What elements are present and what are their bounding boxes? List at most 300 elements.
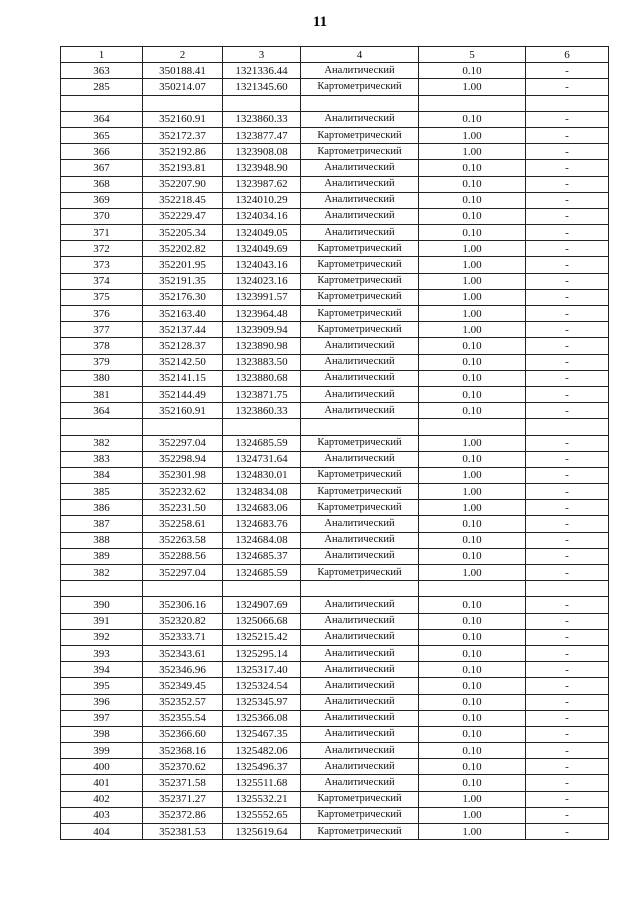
method-cell: Аналитический	[301, 613, 419, 629]
method-cell: Аналитический	[301, 63, 419, 79]
x-coordinate-cell: 352191.35	[143, 273, 223, 289]
method-cell: Аналитический	[301, 678, 419, 694]
point-number-cell: 393	[61, 645, 143, 661]
note-cell: -	[526, 370, 609, 386]
point-number-cell: 371	[61, 225, 143, 241]
y-coordinate-cell: 1323964.48	[223, 306, 301, 322]
accuracy-cell: 0.10	[419, 629, 526, 645]
method-cell: Аналитический	[301, 743, 419, 759]
accuracy-cell: 0.10	[419, 645, 526, 661]
point-number-cell: 403	[61, 807, 143, 823]
accuracy-cell: 1.00	[419, 467, 526, 483]
table-row	[61, 192, 609, 208]
accuracy-cell: 0.10	[419, 451, 526, 467]
accuracy-cell: 0.10	[419, 532, 526, 548]
note-cell: -	[526, 629, 609, 645]
note-cell: -	[526, 144, 609, 160]
method-cell: Аналитический	[301, 597, 419, 613]
table-row	[61, 160, 609, 176]
accuracy-cell: 0.10	[419, 775, 526, 791]
accuracy-cell: 0.10	[419, 710, 526, 726]
point-number-cell: 382	[61, 565, 143, 581]
x-coordinate-cell: 352229.47	[143, 208, 223, 224]
x-coordinate-cell: 352371.58	[143, 775, 223, 791]
x-coordinate-cell: 352288.56	[143, 548, 223, 564]
point-number-cell: 396	[61, 694, 143, 710]
y-coordinate-cell: 1323890.98	[223, 338, 301, 354]
method-cell: Аналитический	[301, 338, 419, 354]
y-coordinate-cell: 1323860.33	[223, 111, 301, 127]
table-row	[61, 79, 609, 95]
y-coordinate-cell: 1323860.33	[223, 403, 301, 419]
point-number-cell: 379	[61, 354, 143, 370]
note-cell: -	[526, 565, 609, 581]
y-coordinate-cell: 1325317.40	[223, 662, 301, 678]
point-number-cell: 397	[61, 710, 143, 726]
note-cell: -	[526, 500, 609, 516]
method-cell	[301, 95, 419, 111]
table-row	[61, 500, 609, 516]
point-number-cell: 389	[61, 548, 143, 564]
accuracy-cell: 1.00	[419, 807, 526, 823]
method-cell: Аналитический	[301, 662, 419, 678]
method-cell: Аналитический	[301, 225, 419, 241]
x-coordinate-cell: 352142.50	[143, 354, 223, 370]
note-cell: -	[526, 791, 609, 807]
table-row	[61, 743, 609, 759]
accuracy-cell: 0.10	[419, 662, 526, 678]
method-cell: Аналитический	[301, 451, 419, 467]
table-row	[61, 516, 609, 532]
x-coordinate-cell: 352352.57	[143, 694, 223, 710]
table-row	[61, 532, 609, 548]
y-coordinate-cell	[223, 419, 301, 435]
point-number-cell: 401	[61, 775, 143, 791]
method-cell: Аналитический	[301, 354, 419, 370]
x-coordinate-cell: 352263.58	[143, 532, 223, 548]
point-number-cell: 383	[61, 451, 143, 467]
y-coordinate-cell: 1323987.62	[223, 176, 301, 192]
x-coordinate-cell: 352355.54	[143, 710, 223, 726]
y-coordinate-cell	[223, 581, 301, 597]
accuracy-cell: 0.10	[419, 548, 526, 564]
table-row	[61, 678, 609, 694]
x-coordinate-cell: 352297.04	[143, 565, 223, 581]
x-coordinate-cell: 352333.71	[143, 629, 223, 645]
note-cell: -	[526, 548, 609, 564]
point-number-cell: 386	[61, 500, 143, 516]
note-cell: -	[526, 386, 609, 402]
accuracy-cell: 0.10	[419, 516, 526, 532]
accuracy-cell: 0.10	[419, 370, 526, 386]
point-number-cell: 369	[61, 192, 143, 208]
accuracy-cell: 0.10	[419, 759, 526, 775]
table-row	[61, 208, 609, 224]
note-cell: -	[526, 710, 609, 726]
method-cell: Аналитический	[301, 645, 419, 661]
x-coordinate-cell: 352141.15	[143, 370, 223, 386]
y-coordinate-cell: 1324830.01	[223, 467, 301, 483]
method-cell: Картометрический	[301, 435, 419, 451]
y-coordinate-cell: 1325619.64	[223, 824, 301, 840]
note-cell: -	[526, 516, 609, 532]
accuracy-cell: 1.00	[419, 241, 526, 257]
x-coordinate-cell: 352366.60	[143, 726, 223, 742]
table-row	[61, 629, 609, 645]
method-cell: Аналитический	[301, 759, 419, 775]
accuracy-cell: 0.10	[419, 225, 526, 241]
x-coordinate-cell: 352306.16	[143, 597, 223, 613]
accuracy-cell: 1.00	[419, 289, 526, 305]
note-cell: -	[526, 354, 609, 370]
y-coordinate-cell: 1323909.94	[223, 322, 301, 338]
accuracy-cell: 0.10	[419, 160, 526, 176]
y-coordinate-cell: 1324043.16	[223, 257, 301, 273]
point-number-cell: 380	[61, 370, 143, 386]
accuracy-cell: 1.00	[419, 565, 526, 581]
point-number-cell: 385	[61, 484, 143, 500]
table-row	[61, 824, 609, 840]
accuracy-cell: 0.10	[419, 63, 526, 79]
x-coordinate-cell: 352202.82	[143, 241, 223, 257]
x-coordinate-cell: 352320.82	[143, 613, 223, 629]
x-coordinate-cell: 352160.91	[143, 111, 223, 127]
y-coordinate-cell: 1325552.65	[223, 807, 301, 823]
x-coordinate-cell: 352160.91	[143, 403, 223, 419]
method-cell: Картометрический	[301, 484, 419, 500]
column-header: 3	[223, 47, 301, 63]
point-number-cell: 404	[61, 824, 143, 840]
method-cell: Аналитический	[301, 160, 419, 176]
point-number-cell: 387	[61, 516, 143, 532]
point-number-cell: 363	[61, 63, 143, 79]
note-cell: -	[526, 759, 609, 775]
y-coordinate-cell: 1324684.08	[223, 532, 301, 548]
x-coordinate-cell: 352258.61	[143, 516, 223, 532]
point-number-cell: 391	[61, 613, 143, 629]
table-row	[61, 63, 609, 79]
accuracy-cell	[419, 95, 526, 111]
x-coordinate-cell: 352193.81	[143, 160, 223, 176]
note-cell: -	[526, 775, 609, 791]
table-row	[61, 467, 609, 483]
accuracy-cell: 0.10	[419, 726, 526, 742]
table-row	[61, 791, 609, 807]
table-header-row	[61, 47, 609, 63]
table-row	[61, 613, 609, 629]
method-cell: Картометрический	[301, 500, 419, 516]
note-cell: -	[526, 435, 609, 451]
method-cell: Картометрический	[301, 322, 419, 338]
point-number-cell: 398	[61, 726, 143, 742]
table-row	[61, 403, 609, 419]
y-coordinate-cell: 1324731.64	[223, 451, 301, 467]
method-cell: Картометрический	[301, 273, 419, 289]
method-cell: Аналитический	[301, 176, 419, 192]
x-coordinate-cell: 352128.37	[143, 338, 223, 354]
x-coordinate-cell: 352381.53	[143, 824, 223, 840]
table-row	[61, 581, 609, 597]
note-cell: -	[526, 645, 609, 661]
method-cell: Аналитический	[301, 775, 419, 791]
point-number-cell: 392	[61, 629, 143, 645]
note-cell: -	[526, 176, 609, 192]
method-cell: Аналитический	[301, 370, 419, 386]
coordinates-table	[60, 46, 609, 840]
note-cell: -	[526, 192, 609, 208]
accuracy-cell: 1.00	[419, 500, 526, 516]
accuracy-cell: 1.00	[419, 127, 526, 143]
x-coordinate-cell: 350188.41	[143, 63, 223, 79]
table-row	[61, 306, 609, 322]
x-coordinate-cell: 352298.94	[143, 451, 223, 467]
column-header: 2	[143, 47, 223, 63]
table-row	[61, 386, 609, 402]
method-cell: Картометрический	[301, 467, 419, 483]
x-coordinate-cell	[143, 95, 223, 111]
accuracy-cell: 1.00	[419, 306, 526, 322]
y-coordinate-cell: 1324685.59	[223, 565, 301, 581]
page-number: 11	[312, 14, 328, 30]
table-row	[61, 273, 609, 289]
table-row	[61, 565, 609, 581]
table-body	[61, 63, 609, 840]
note-cell	[526, 95, 609, 111]
table-row	[61, 451, 609, 467]
accuracy-cell: 0.10	[419, 176, 526, 192]
y-coordinate-cell: 1325215.42	[223, 629, 301, 645]
point-number-cell: 370	[61, 208, 143, 224]
point-number-cell	[61, 581, 143, 597]
method-cell: Картометрический	[301, 824, 419, 840]
accuracy-cell: 0.10	[419, 386, 526, 402]
y-coordinate-cell: 1323877.47	[223, 127, 301, 143]
note-cell: -	[526, 467, 609, 483]
note-cell: -	[526, 694, 609, 710]
point-number-cell: 402	[61, 791, 143, 807]
x-coordinate-cell: 352372.86	[143, 807, 223, 823]
column-header: 5	[419, 47, 526, 63]
accuracy-cell: 0.10	[419, 743, 526, 759]
table-row	[61, 225, 609, 241]
note-cell: -	[526, 241, 609, 257]
note-cell: -	[526, 807, 609, 823]
point-number-cell: 377	[61, 322, 143, 338]
x-coordinate-cell: 350214.07	[143, 79, 223, 95]
method-cell: Картометрический	[301, 289, 419, 305]
x-coordinate-cell: 352343.61	[143, 645, 223, 661]
point-number-cell: 364	[61, 403, 143, 419]
note-cell: -	[526, 63, 609, 79]
x-coordinate-cell	[143, 581, 223, 597]
x-coordinate-cell: 352172.37	[143, 127, 223, 143]
y-coordinate-cell: 1325482.06	[223, 743, 301, 759]
point-number-cell	[61, 95, 143, 111]
method-cell: Аналитический	[301, 726, 419, 742]
method-cell: Аналитический	[301, 629, 419, 645]
method-cell: Аналитический	[301, 532, 419, 548]
point-number-cell: 394	[61, 662, 143, 678]
note-cell: -	[526, 127, 609, 143]
note-cell: -	[526, 257, 609, 273]
note-cell: -	[526, 79, 609, 95]
method-cell: Аналитический	[301, 111, 419, 127]
accuracy-cell	[419, 581, 526, 597]
y-coordinate-cell: 1325496.37	[223, 759, 301, 775]
method-cell: Картометрический	[301, 127, 419, 143]
table-row	[61, 726, 609, 742]
note-cell	[526, 581, 609, 597]
x-coordinate-cell: 352192.86	[143, 144, 223, 160]
y-coordinate-cell: 1325467.35	[223, 726, 301, 742]
method-cell: Аналитический	[301, 548, 419, 564]
accuracy-cell	[419, 419, 526, 435]
column-header: 4	[301, 47, 419, 63]
y-coordinate-cell: 1324683.76	[223, 516, 301, 532]
accuracy-cell: 1.00	[419, 273, 526, 289]
y-coordinate-cell: 1323948.90	[223, 160, 301, 176]
x-coordinate-cell: 352232.62	[143, 484, 223, 500]
y-coordinate-cell: 1324683.06	[223, 500, 301, 516]
x-coordinate-cell: 352301.98	[143, 467, 223, 483]
note-cell: -	[526, 613, 609, 629]
x-coordinate-cell: 352346.96	[143, 662, 223, 678]
note-cell: -	[526, 111, 609, 127]
method-cell: Аналитический	[301, 192, 419, 208]
method-cell: Картометрический	[301, 257, 419, 273]
point-number-cell: 285	[61, 79, 143, 95]
method-cell	[301, 581, 419, 597]
column-header: 1	[61, 47, 143, 63]
accuracy-cell: 0.10	[419, 208, 526, 224]
note-cell: -	[526, 824, 609, 840]
y-coordinate-cell: 1323883.50	[223, 354, 301, 370]
method-cell: Картометрический	[301, 807, 419, 823]
table-row	[61, 95, 609, 111]
note-cell: -	[526, 338, 609, 354]
note-cell: -	[526, 662, 609, 678]
point-number-cell: 375	[61, 289, 143, 305]
y-coordinate-cell: 1324685.59	[223, 435, 301, 451]
x-coordinate-cell: 352137.44	[143, 322, 223, 338]
point-number-cell: 373	[61, 257, 143, 273]
point-number-cell: 372	[61, 241, 143, 257]
table-row	[61, 775, 609, 791]
table-row	[61, 322, 609, 338]
accuracy-cell: 0.10	[419, 354, 526, 370]
table-row	[61, 548, 609, 564]
table-row	[61, 257, 609, 273]
note-cell: -	[526, 322, 609, 338]
x-coordinate-cell: 352205.34	[143, 225, 223, 241]
note-cell: -	[526, 306, 609, 322]
y-coordinate-cell: 1321345.60	[223, 79, 301, 95]
table-row	[61, 370, 609, 386]
note-cell: -	[526, 451, 609, 467]
x-coordinate-cell: 352371.27	[143, 791, 223, 807]
accuracy-cell: 0.10	[419, 403, 526, 419]
method-cell: Картометрический	[301, 241, 419, 257]
accuracy-cell: 1.00	[419, 322, 526, 338]
table-row	[61, 354, 609, 370]
x-coordinate-cell: 352176.30	[143, 289, 223, 305]
y-coordinate-cell: 1325366.08	[223, 710, 301, 726]
accuracy-cell: 0.10	[419, 338, 526, 354]
y-coordinate-cell: 1324010.29	[223, 192, 301, 208]
point-number-cell: 368	[61, 176, 143, 192]
x-coordinate-cell: 352349.45	[143, 678, 223, 694]
table-row	[61, 694, 609, 710]
accuracy-cell: 1.00	[419, 435, 526, 451]
note-cell: -	[526, 273, 609, 289]
method-cell: Картометрический	[301, 565, 419, 581]
y-coordinate-cell: 1324049.05	[223, 225, 301, 241]
table-row	[61, 645, 609, 661]
point-number-cell	[61, 419, 143, 435]
table-row	[61, 289, 609, 305]
y-coordinate-cell: 1324049.69	[223, 241, 301, 257]
accuracy-cell: 1.00	[419, 144, 526, 160]
y-coordinate-cell: 1324834.08	[223, 484, 301, 500]
method-cell: Аналитический	[301, 386, 419, 402]
point-number-cell: 384	[61, 467, 143, 483]
note-cell: -	[526, 532, 609, 548]
point-number-cell: 390	[61, 597, 143, 613]
point-number-cell: 400	[61, 759, 143, 775]
y-coordinate-cell: 1325295.14	[223, 645, 301, 661]
method-cell: Аналитический	[301, 403, 419, 419]
table-row	[61, 144, 609, 160]
point-number-cell: 365	[61, 127, 143, 143]
note-cell: -	[526, 743, 609, 759]
x-coordinate-cell: 352201.95	[143, 257, 223, 273]
y-coordinate-cell: 1323880.68	[223, 370, 301, 386]
accuracy-cell: 0.10	[419, 111, 526, 127]
y-coordinate-cell: 1324023.16	[223, 273, 301, 289]
point-number-cell: 367	[61, 160, 143, 176]
table-row	[61, 435, 609, 451]
point-number-cell: 399	[61, 743, 143, 759]
method-cell: Картометрический	[301, 791, 419, 807]
table-row	[61, 710, 609, 726]
note-cell: -	[526, 726, 609, 742]
x-coordinate-cell: 352207.90	[143, 176, 223, 192]
point-number-cell: 364	[61, 111, 143, 127]
table-row	[61, 807, 609, 823]
table-row	[61, 127, 609, 143]
accuracy-cell: 0.10	[419, 613, 526, 629]
note-cell: -	[526, 678, 609, 694]
method-cell	[301, 419, 419, 435]
point-number-cell: 388	[61, 532, 143, 548]
note-cell	[526, 419, 609, 435]
x-coordinate-cell: 352163.40	[143, 306, 223, 322]
accuracy-cell: 1.00	[419, 257, 526, 273]
y-coordinate-cell: 1325345.97	[223, 694, 301, 710]
accuracy-cell: 0.10	[419, 694, 526, 710]
x-coordinate-cell: 352218.45	[143, 192, 223, 208]
accuracy-cell: 0.10	[419, 597, 526, 613]
x-coordinate-cell: 352144.49	[143, 386, 223, 402]
column-header: 6	[526, 47, 609, 63]
method-cell: Картометрический	[301, 144, 419, 160]
y-coordinate-cell: 1325066.68	[223, 613, 301, 629]
note-cell: -	[526, 597, 609, 613]
table-row	[61, 111, 609, 127]
accuracy-cell: 1.00	[419, 824, 526, 840]
y-coordinate-cell: 1321336.44	[223, 63, 301, 79]
table-row	[61, 338, 609, 354]
